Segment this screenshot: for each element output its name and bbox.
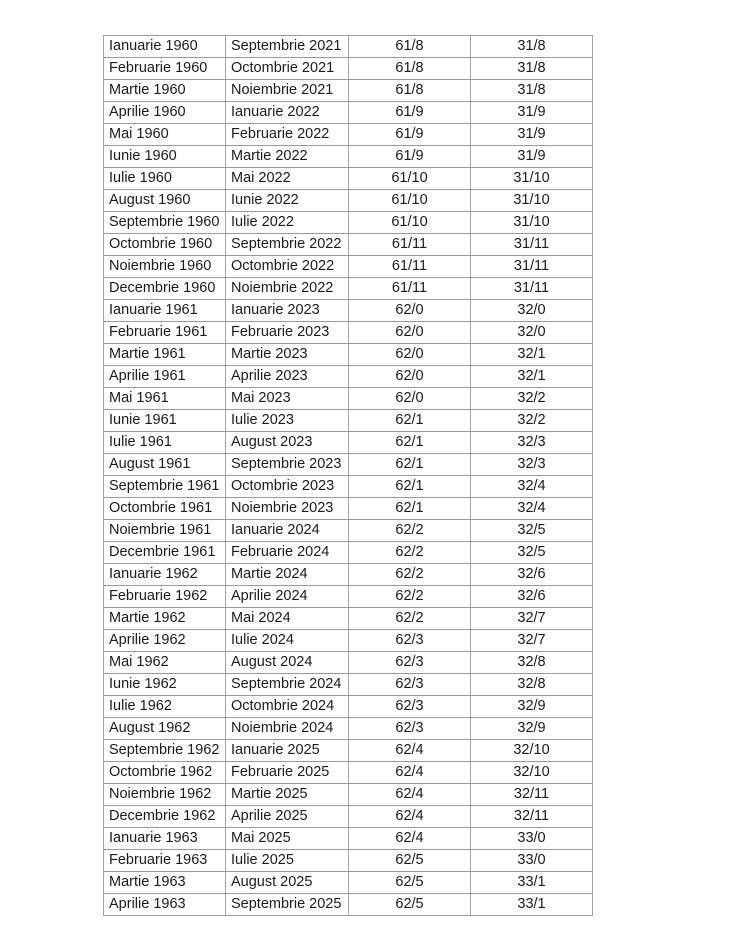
table-row [104, 586, 593, 608]
cell-retirement-month: Ianuarie 2023 [226, 300, 349, 322]
cell-contribution-period: 33/1 [471, 894, 593, 916]
table-row [104, 36, 593, 58]
cell-retirement-age: 62/3 [349, 630, 471, 652]
cell-birth-month: Februarie 1961 [104, 322, 226, 344]
cell-contribution-period: 32/10 [471, 740, 593, 762]
cell-birth-month: Martie 1961 [104, 344, 226, 366]
cell-retirement-age: 62/2 [349, 564, 471, 586]
cell-retirement-age: 62/1 [349, 454, 471, 476]
cell-retirement-age: 62/0 [349, 344, 471, 366]
table-row [104, 498, 593, 520]
cell-retirement-age: 61/11 [349, 278, 471, 300]
cell-birth-month: August 1962 [104, 718, 226, 740]
cell-contribution-period: 32/5 [471, 542, 593, 564]
cell-contribution-period: 32/9 [471, 696, 593, 718]
cell-retirement-month: Martie 2022 [226, 146, 349, 168]
cell-retirement-age: 62/1 [349, 476, 471, 498]
cell-birth-month: Iulie 1960 [104, 168, 226, 190]
cell-birth-month: Martie 1963 [104, 872, 226, 894]
cell-birth-month: Februarie 1963 [104, 850, 226, 872]
cell-birth-month: August 1961 [104, 454, 226, 476]
cell-retirement-month: Martie 2025 [226, 784, 349, 806]
cell-contribution-period: 31/8 [471, 58, 593, 80]
cell-retirement-age: 61/9 [349, 124, 471, 146]
table-row [104, 58, 593, 80]
cell-retirement-month: Septembrie 2022 [226, 234, 349, 256]
table-row [104, 564, 593, 586]
table-row [104, 80, 593, 102]
cell-birth-month: Mai 1961 [104, 388, 226, 410]
table-row [104, 454, 593, 476]
cell-retirement-month: Februarie 2022 [226, 124, 349, 146]
cell-contribution-period: 32/4 [471, 498, 593, 520]
cell-retirement-age: 62/1 [349, 432, 471, 454]
cell-birth-month: Aprilie 1962 [104, 630, 226, 652]
cell-retirement-month: Octombrie 2021 [226, 58, 349, 80]
cell-birth-month: Octombrie 1962 [104, 762, 226, 784]
cell-birth-month: Decembrie 1960 [104, 278, 226, 300]
cell-birth-month: Aprilie 1963 [104, 894, 226, 916]
cell-retirement-age: 62/1 [349, 498, 471, 520]
cell-retirement-age: 61/8 [349, 80, 471, 102]
cell-retirement-age: 62/0 [349, 300, 471, 322]
cell-birth-month: Iunie 1962 [104, 674, 226, 696]
cell-contribution-period: 31/8 [471, 80, 593, 102]
cell-birth-month: Iulie 1962 [104, 696, 226, 718]
cell-birth-month: Ianuarie 1962 [104, 564, 226, 586]
table-body [104, 36, 593, 916]
cell-retirement-month: Septembrie 2021 [226, 36, 349, 58]
cell-contribution-period: 32/4 [471, 476, 593, 498]
cell-contribution-period: 33/0 [471, 828, 593, 850]
cell-contribution-period: 32/1 [471, 366, 593, 388]
table-row [104, 520, 593, 542]
table-row [104, 124, 593, 146]
cell-retirement-age: 62/4 [349, 828, 471, 850]
table-row [104, 410, 593, 432]
cell-retirement-age: 62/4 [349, 784, 471, 806]
cell-retirement-month: August 2024 [226, 652, 349, 674]
cell-contribution-period: 31/11 [471, 256, 593, 278]
cell-retirement-month: Februarie 2023 [226, 322, 349, 344]
cell-birth-month: Octombrie 1961 [104, 498, 226, 520]
table-row [104, 432, 593, 454]
cell-contribution-period: 32/3 [471, 454, 593, 476]
cell-contribution-period: 31/9 [471, 102, 593, 124]
cell-contribution-period: 32/8 [471, 652, 593, 674]
table-row [104, 762, 593, 784]
table-row [104, 212, 593, 234]
cell-retirement-age: 62/1 [349, 410, 471, 432]
cell-contribution-period: 32/9 [471, 718, 593, 740]
cell-retirement-age: 61/9 [349, 146, 471, 168]
table-row [104, 278, 593, 300]
cell-retirement-month: Iulie 2025 [226, 850, 349, 872]
cell-contribution-period: 32/8 [471, 674, 593, 696]
table-row [104, 146, 593, 168]
cell-contribution-period: 32/1 [471, 344, 593, 366]
cell-retirement-age: 62/3 [349, 674, 471, 696]
cell-retirement-month: Septembrie 2023 [226, 454, 349, 476]
cell-retirement-age: 62/3 [349, 696, 471, 718]
cell-birth-month: Aprilie 1961 [104, 366, 226, 388]
cell-retirement-age: 62/4 [349, 762, 471, 784]
table-row [104, 740, 593, 762]
cell-retirement-month: Ianuarie 2024 [226, 520, 349, 542]
cell-birth-month: Iulie 1961 [104, 432, 226, 454]
cell-retirement-age: 61/10 [349, 168, 471, 190]
table-row [104, 806, 593, 828]
cell-contribution-period: 32/11 [471, 806, 593, 828]
cell-contribution-period: 31/11 [471, 278, 593, 300]
cell-retirement-month: Noiembrie 2024 [226, 718, 349, 740]
cell-contribution-period: 31/8 [471, 36, 593, 58]
cell-contribution-period: 33/1 [471, 872, 593, 894]
table-row [104, 234, 593, 256]
cell-contribution-period: 31/9 [471, 124, 593, 146]
cell-retirement-month: Iunie 2022 [226, 190, 349, 212]
table-row [104, 828, 593, 850]
cell-contribution-period: 31/11 [471, 234, 593, 256]
cell-birth-month: Ianuarie 1960 [104, 36, 226, 58]
cell-contribution-period: 32/0 [471, 300, 593, 322]
cell-contribution-period: 32/10 [471, 762, 593, 784]
cell-retirement-month: Noiembrie 2023 [226, 498, 349, 520]
cell-retirement-age: 62/2 [349, 586, 471, 608]
cell-retirement-age: 62/0 [349, 322, 471, 344]
cell-contribution-period: 32/5 [471, 520, 593, 542]
cell-birth-month: Martie 1962 [104, 608, 226, 630]
cell-retirement-month: Octombrie 2022 [226, 256, 349, 278]
cell-retirement-age: 61/8 [349, 58, 471, 80]
cell-contribution-period: 32/2 [471, 388, 593, 410]
cell-retirement-month: Mai 2025 [226, 828, 349, 850]
cell-retirement-age: 62/4 [349, 806, 471, 828]
cell-retirement-month: August 2023 [226, 432, 349, 454]
cell-retirement-month: Iulie 2024 [226, 630, 349, 652]
cell-birth-month: Decembrie 1962 [104, 806, 226, 828]
cell-birth-month: Decembrie 1961 [104, 542, 226, 564]
cell-contribution-period: 31/10 [471, 190, 593, 212]
cell-retirement-age: 61/11 [349, 256, 471, 278]
cell-birth-month: August 1960 [104, 190, 226, 212]
cell-retirement-age: 61/8 [349, 36, 471, 58]
cell-retirement-month: Februarie 2024 [226, 542, 349, 564]
cell-retirement-month: Aprilie 2024 [226, 586, 349, 608]
cell-retirement-month: Februarie 2025 [226, 762, 349, 784]
cell-contribution-period: 31/10 [471, 168, 593, 190]
table-row [104, 894, 593, 916]
table-row [104, 344, 593, 366]
cell-birth-month: Iunie 1961 [104, 410, 226, 432]
cell-contribution-period: 33/0 [471, 850, 593, 872]
table-row [104, 256, 593, 278]
table-row [104, 718, 593, 740]
cell-contribution-period: 32/7 [471, 630, 593, 652]
cell-birth-month: Septembrie 1962 [104, 740, 226, 762]
cell-retirement-age: 62/5 [349, 850, 471, 872]
table-row [104, 322, 593, 344]
cell-retirement-month: Septembrie 2024 [226, 674, 349, 696]
cell-retirement-age: 62/5 [349, 894, 471, 916]
cell-retirement-age: 62/3 [349, 652, 471, 674]
cell-retirement-month: Aprilie 2023 [226, 366, 349, 388]
cell-retirement-age: 62/2 [349, 542, 471, 564]
table-row [104, 476, 593, 498]
cell-birth-month: Mai 1962 [104, 652, 226, 674]
cell-retirement-month: Mai 2022 [226, 168, 349, 190]
cell-retirement-month: Octombrie 2024 [226, 696, 349, 718]
retirement-schedule-table [103, 35, 593, 916]
cell-birth-month: Mai 1960 [104, 124, 226, 146]
cell-birth-month: Februarie 1960 [104, 58, 226, 80]
table-row [104, 872, 593, 894]
cell-birth-month: Noiembrie 1961 [104, 520, 226, 542]
cell-birth-month: Septembrie 1961 [104, 476, 226, 498]
table-row [104, 542, 593, 564]
cell-contribution-period: 32/6 [471, 564, 593, 586]
cell-birth-month: Septembrie 1960 [104, 212, 226, 234]
table-row [104, 102, 593, 124]
cell-retirement-age: 61/9 [349, 102, 471, 124]
cell-retirement-age: 62/3 [349, 718, 471, 740]
cell-retirement-month: August 2025 [226, 872, 349, 894]
cell-birth-month: Noiembrie 1962 [104, 784, 226, 806]
cell-retirement-age: 62/0 [349, 366, 471, 388]
cell-retirement-month: Iulie 2023 [226, 410, 349, 432]
cell-birth-month: Noiembrie 1960 [104, 256, 226, 278]
cell-retirement-age: 62/2 [349, 520, 471, 542]
cell-retirement-month: Ianuarie 2022 [226, 102, 349, 124]
cell-retirement-age: 62/0 [349, 388, 471, 410]
cell-retirement-month: Iulie 2022 [226, 212, 349, 234]
cell-birth-month: Iunie 1960 [104, 146, 226, 168]
table-row [104, 674, 593, 696]
cell-contribution-period: 32/3 [471, 432, 593, 454]
cell-retirement-month: Septembrie 2025 [226, 894, 349, 916]
cell-retirement-month: Aprilie 2025 [226, 806, 349, 828]
cell-birth-month: Octombrie 1960 [104, 234, 226, 256]
cell-contribution-period: 31/9 [471, 146, 593, 168]
cell-contribution-period: 32/6 [471, 586, 593, 608]
cell-retirement-month: Martie 2023 [226, 344, 349, 366]
cell-retirement-month: Martie 2024 [226, 564, 349, 586]
cell-retirement-month: Noiembrie 2021 [226, 80, 349, 102]
table-row [104, 652, 593, 674]
cell-retirement-age: 62/5 [349, 872, 471, 894]
cell-retirement-month: Octombrie 2023 [226, 476, 349, 498]
cell-birth-month: Martie 1960 [104, 80, 226, 102]
table-row [104, 630, 593, 652]
cell-birth-month: Februarie 1962 [104, 586, 226, 608]
table-row [104, 190, 593, 212]
table-row [104, 850, 593, 872]
table-row [104, 366, 593, 388]
cell-contribution-period: 31/10 [471, 212, 593, 234]
cell-birth-month: Aprilie 1960 [104, 102, 226, 124]
cell-contribution-period: 32/11 [471, 784, 593, 806]
table-row [104, 784, 593, 806]
cell-retirement-month: Noiembrie 2022 [226, 278, 349, 300]
cell-birth-month: Ianuarie 1963 [104, 828, 226, 850]
cell-birth-month: Ianuarie 1961 [104, 300, 226, 322]
cell-retirement-age: 61/10 [349, 190, 471, 212]
table-row [104, 300, 593, 322]
cell-contribution-period: 32/7 [471, 608, 593, 630]
cell-retirement-month: Ianuarie 2025 [226, 740, 349, 762]
table-row [104, 168, 593, 190]
cell-retirement-age: 61/11 [349, 234, 471, 256]
cell-retirement-month: Mai 2023 [226, 388, 349, 410]
cell-retirement-age: 61/10 [349, 212, 471, 234]
cell-contribution-period: 32/0 [471, 322, 593, 344]
table-row [104, 388, 593, 410]
cell-retirement-age: 62/2 [349, 608, 471, 630]
cell-retirement-age: 62/4 [349, 740, 471, 762]
table-row [104, 608, 593, 630]
cell-contribution-period: 32/2 [471, 410, 593, 432]
cell-retirement-month: Mai 2024 [226, 608, 349, 630]
table-row [104, 696, 593, 718]
